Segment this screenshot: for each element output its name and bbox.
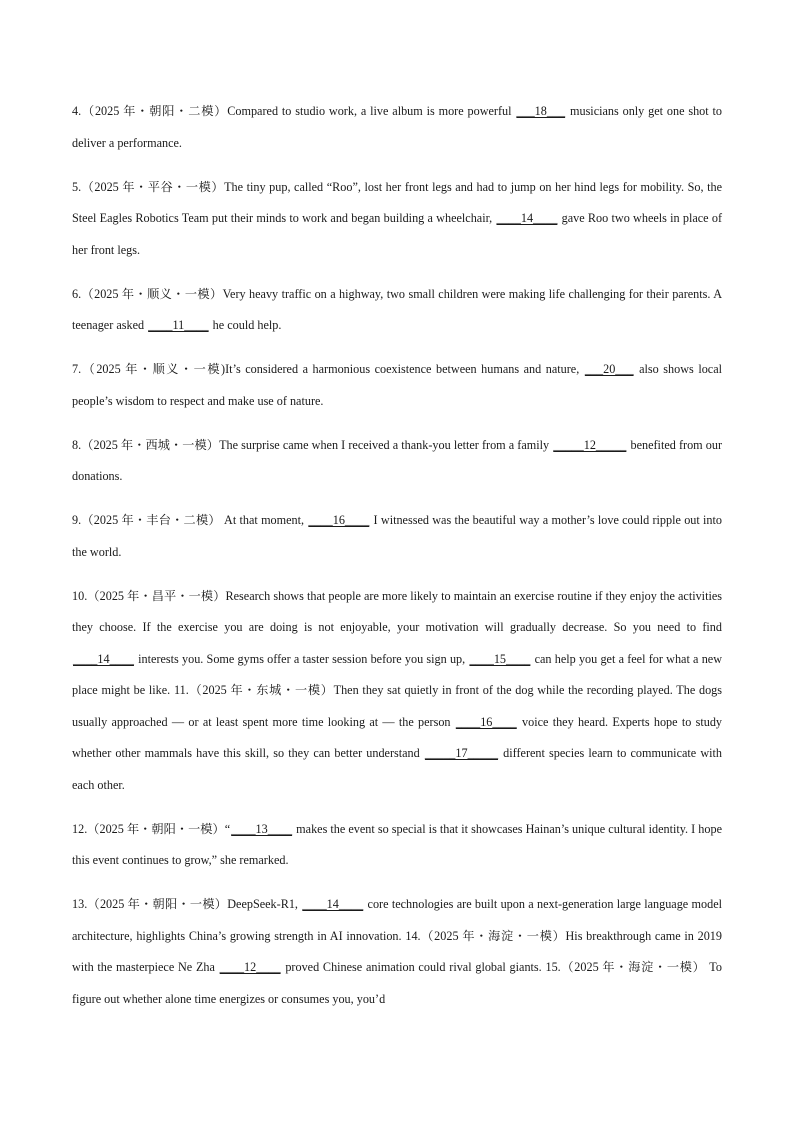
answer-blank: ___20___: [584, 362, 634, 376]
question-source: （2025 年・顺义・一模）: [81, 286, 223, 301]
question-source: （2025 年・丰台・二模）: [81, 513, 221, 527]
question-text: Very heavy traffic on a highway, two small children were making life challenging for their parents. A teenager asked: [72, 286, 722, 332]
question-number: 4.: [72, 104, 82, 118]
answer-blank: _____17_____: [424, 746, 499, 760]
question-source: （2025 年・昌平・一模）: [87, 588, 226, 603]
answer-blank: ____16____: [308, 513, 370, 527]
question-number: 6.: [72, 286, 82, 301]
question-10-11: [72, 581, 722, 802]
question-source: （2025 年・朝阳・一模）: [87, 821, 225, 836]
question-number: 8.: [72, 437, 82, 452]
question-number: 7.: [72, 362, 82, 376]
question-text: His breakthrough came in 2019 with the masterpiece Ne Zha: [72, 928, 722, 974]
question-4: [72, 96, 722, 159]
answer-blank: ____13____: [231, 821, 293, 836]
question-text: interests you. Some gyms offer a taster session before you sign up,: [134, 651, 469, 666]
question-8: [72, 430, 722, 493]
question-6: [72, 279, 722, 342]
question-source: （2025 年・平谷・一模）: [81, 179, 225, 194]
question-text: It’s considered a harmonious coexistence between humans and nature,: [225, 362, 584, 376]
question-source: （2025 年・朝阳・一模）: [87, 897, 228, 911]
question-number: 10.: [72, 588, 88, 603]
question-text: core technologies are built upon a next-generation large language model architecture, highlights China’s growing strength in AI innovation.: [72, 897, 722, 943]
question-source: （2025 年・西城・一模）: [81, 437, 220, 452]
quote-mark: “: [224, 821, 231, 836]
question-text: gave Roo two wheels in place of her front legs.: [72, 211, 723, 257]
question-text: Compared to studio work, a live album is more powerful: [227, 104, 516, 118]
question-number: 9.: [72, 513, 82, 527]
answer-blank: ____12____: [219, 960, 281, 974]
question-source: （2025 年・海淀・一模）: [420, 928, 566, 943]
question-source: （2025 年・海淀・一模）: [560, 960, 706, 974]
question-text: proved Chinese animation could rival global giants.: [281, 960, 546, 974]
answer-blank: ____16____: [455, 714, 517, 729]
question-number: 15.: [545, 960, 561, 974]
question-number: 13.: [72, 897, 88, 911]
question-text: At that moment,: [220, 513, 308, 527]
question-number: 14.: [405, 928, 421, 943]
question-text: DeepSeek-R1,: [227, 897, 302, 911]
question-text: I witnessed was the beautiful way a mother’s love could ripple out into the world.: [72, 513, 723, 559]
question-text: The tiny pup, called “Roo”, lost her front legs and had to jump on her hind legs for mobility. So, the Steel Eagles Robotics Team put their minds to work and began building a wheelchair,: [72, 179, 723, 225]
document-page: [72, 96, 722, 1028]
answer-blank: ____15____: [469, 651, 531, 666]
question-number: 5.: [72, 179, 82, 194]
question-text: voice they heard. Experts hope to study whether other mammals have this skill, so they can better understand: [72, 714, 723, 760]
question-text: benefited from our donations.: [72, 437, 723, 483]
question-7: [72, 354, 722, 417]
question-text: he could help.: [209, 318, 282, 332]
question-text: The surprise came when I received a thank-you letter from a family: [219, 437, 553, 452]
question-13-15: [72, 889, 722, 1015]
question-source: （2025 年・东城・一模）: [188, 683, 334, 697]
question-text: Research shows that people are more likely to maintain an exercise routine if they enjoy the activities they choose. If the exercise you are doing is not enjoyable, your motivation will gradually decrease. So you need to find: [72, 588, 722, 634]
answer-blank: ____14____: [302, 897, 364, 911]
answer-blank: ____14____: [496, 211, 558, 225]
question-text: different species learn to communicate with each other.: [72, 746, 722, 792]
answer-blank: ____11____: [148, 318, 209, 332]
question-text: also shows local people’s wisdom to respect and make use of nature.: [72, 362, 723, 408]
question-text: Then they sat quietly in front of the dog while the recording played. The dogs usually approached — or at least spent more time looking at — the person: [72, 683, 723, 729]
question-text: musicians only get one shot to deliver a performance.: [72, 104, 723, 150]
question-12: [72, 814, 722, 877]
question-text: makes the event so special is that it showcases Hainan’s unique cultural identity. I hope this event continues to grow,” she remarked.: [72, 821, 722, 867]
question-text: To figure out whether alone time energizes or consumes you, you’d: [72, 960, 722, 1006]
question-text: can help you get a feel for what a new place might be like.: [72, 651, 722, 697]
answer-blank: ____14____: [73, 651, 134, 666]
question-9: [72, 505, 722, 568]
question-source: （2025 年・朝阳・二模）: [81, 104, 228, 118]
answer-blank: _____12_____: [553, 437, 627, 452]
answer-blank: ___18___: [516, 104, 566, 118]
question-5: [72, 172, 722, 267]
question-number: 11.: [173, 683, 189, 697]
question-number: 12.: [72, 821, 88, 836]
question-source: （2025 年・顺义・一模): [81, 362, 226, 376]
